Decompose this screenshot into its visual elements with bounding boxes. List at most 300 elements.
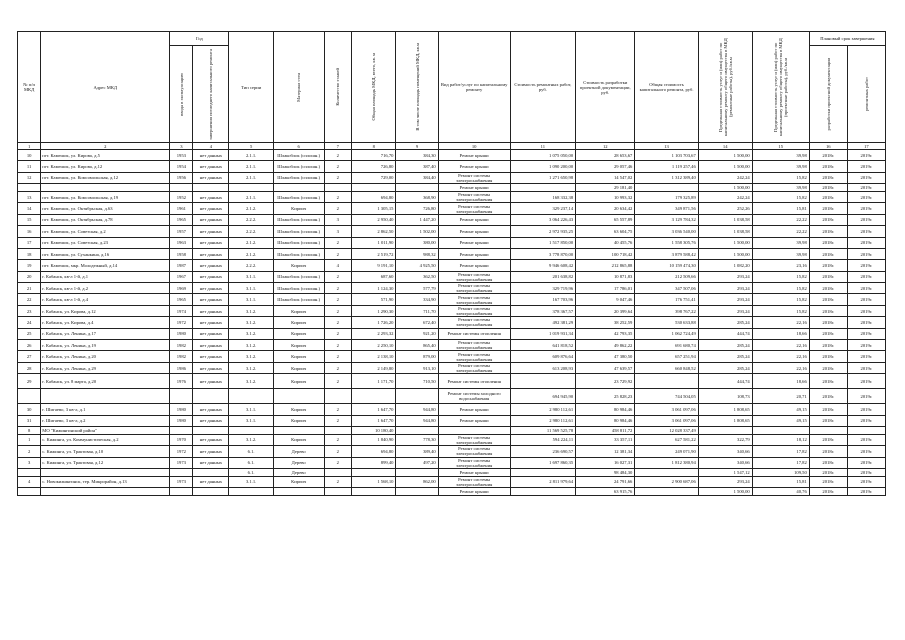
table-cell: 39,98 xyxy=(752,248,809,259)
table-cell: 39,98 xyxy=(752,237,809,248)
table-cell: 2 138,10 xyxy=(352,351,396,362)
table-cell: 10 xyxy=(18,150,41,161)
table-cell: 1 124,30 xyxy=(352,283,396,294)
table-cell: 1 290,30 xyxy=(352,305,396,316)
table-cell: 2.1.2. xyxy=(229,237,273,248)
table-cell: 1961 xyxy=(170,203,193,214)
table-cell xyxy=(352,468,396,476)
table-cell: МО "Кижингинский район" xyxy=(41,427,170,435)
table-cell xyxy=(396,488,438,496)
table-row xyxy=(18,404,886,415)
table-cell: с. Кижинга, ул. Коммунистическая, д.2 xyxy=(41,434,170,445)
header-commission-year xyxy=(170,46,193,143)
table-cell: Ремонт системы электроснабжения xyxy=(438,191,510,202)
table-cell: 15,81 xyxy=(752,203,809,214)
table-cell xyxy=(170,427,193,435)
table-cell: 249 071,90 xyxy=(635,446,698,457)
table-cell: 11 569 525,78 xyxy=(510,427,576,435)
table-row xyxy=(18,476,886,487)
table-cell: 726,80 xyxy=(352,161,396,172)
table-cell: 33 357,11 xyxy=(576,434,635,445)
table-cell: 15,82 xyxy=(752,191,809,202)
table-cell: 3 778 870,00 xyxy=(510,248,576,259)
table-cell: 49,15 xyxy=(752,415,809,426)
table-row xyxy=(18,184,886,192)
table-cell xyxy=(170,488,193,496)
table-cell: 2 519,72 xyxy=(352,248,396,259)
table-cell: г. Кабанск, ул. Ленина, д.20 xyxy=(41,351,170,362)
table-cell xyxy=(229,488,273,496)
table-cell: 2019г. xyxy=(847,172,885,183)
table-cell: Ремонт системы электроснабжения xyxy=(438,457,510,468)
table-cell: 2 xyxy=(324,415,351,426)
table-cell: 15,82 xyxy=(752,305,809,316)
table-cell: 913,10 xyxy=(396,362,438,373)
table-cell xyxy=(635,374,698,389)
table-cell: Ремонт системы электроснабжения xyxy=(438,434,510,445)
table-cell: 2.1.1. xyxy=(229,161,273,172)
table-cell: 2 811 979,64 xyxy=(510,476,576,487)
column-number: 16 xyxy=(809,143,847,150)
table-row xyxy=(18,305,886,316)
table-cell: 2 xyxy=(324,434,351,445)
table-cell: Ремонт системы электроснабжения xyxy=(438,305,510,316)
table-cell: 2019г. xyxy=(847,468,885,476)
table-cell: 29 057,46 xyxy=(576,161,635,172)
table-cell: 613 208,93 xyxy=(510,362,576,373)
table-cell: 2 xyxy=(18,446,41,457)
table-cell: 22,22 xyxy=(752,214,809,225)
table-cell: 530 633,88 xyxy=(635,317,698,328)
table-row xyxy=(18,294,886,305)
table-cell: 380,00 xyxy=(396,237,438,248)
table-cell: 212 509,66 xyxy=(635,271,698,282)
table-cell: 2019г. xyxy=(847,328,885,339)
table-cell: 2018г. xyxy=(809,214,847,225)
table-cell xyxy=(229,184,273,192)
table-cell: нет данных xyxy=(193,351,229,362)
table-cell: пгт. Камешок, ул. Кирова, д.12 xyxy=(41,161,170,172)
table-cell xyxy=(396,468,438,476)
table-cell: 1 038,58 xyxy=(698,226,752,237)
table-cell: 3 061 097,06 xyxy=(635,415,698,426)
table-cell: 10 180,40 xyxy=(352,427,396,435)
table-cell: Кирпич xyxy=(273,434,324,445)
column-number: 2 xyxy=(41,143,170,150)
table-cell: 729,00 xyxy=(352,172,396,183)
table-cell: 242,24 xyxy=(698,172,752,183)
table-cell: 2019г. xyxy=(847,191,885,202)
column-number: 8 xyxy=(352,143,396,150)
table-cell: 10 871,83 xyxy=(576,271,635,282)
table-cell: 285,24 xyxy=(698,351,752,362)
table-row xyxy=(18,283,886,294)
table-cell: Ремонт крыши xyxy=(438,488,510,496)
header-floors xyxy=(324,32,351,143)
table-cell xyxy=(352,184,396,192)
table-cell: 2.1.1. xyxy=(229,172,273,183)
table-cell: 80 984,46 xyxy=(576,415,635,426)
table-cell: 340,66 xyxy=(698,446,752,457)
table-cell: 168 332,38 xyxy=(510,191,576,202)
table-cell: 2 xyxy=(324,283,351,294)
table-row xyxy=(18,340,886,351)
table-cell: 1 547,12 xyxy=(698,468,752,476)
table-cell: 1 xyxy=(18,434,41,445)
table-cell: 2019г. xyxy=(847,203,885,214)
table-cell: 3.1.1. xyxy=(229,271,273,282)
table-cell: Ремонт крыши xyxy=(438,404,510,415)
table-row xyxy=(18,248,886,259)
table-cell: Ремонт системы электроснабжения xyxy=(438,203,510,214)
table-cell xyxy=(698,427,752,435)
table-cell: 2019г. xyxy=(847,184,885,192)
table-cell: 2 xyxy=(324,374,351,389)
column-number: 13 xyxy=(635,143,698,150)
table-cell: нет данных xyxy=(193,476,229,487)
table-cell: нет данных xyxy=(193,214,229,225)
header-series-type: Тип серии xyxy=(229,32,273,143)
table-cell: г. Шигаево, 3 кв-л, д.2 xyxy=(41,415,170,426)
table-cell: 3.1.2. xyxy=(229,305,273,316)
header-design-docs xyxy=(809,46,847,143)
table-cell: 65 557,89 xyxy=(576,214,635,225)
column-number: 3 xyxy=(170,143,193,150)
table-cell: с. Новокижингинск, тер. Микрорайон, д.13 xyxy=(41,476,170,487)
table-cell: 11 xyxy=(18,161,41,172)
table-cell: пгт. Камешок, ул. Советская, д.23 xyxy=(41,237,170,248)
table-cell: 98 484,30 xyxy=(576,468,635,476)
table-cell: г. Кабанск, ул. Кирова, д.4 xyxy=(41,317,170,328)
table-cell: Шлакоблок (сплошн.) xyxy=(273,214,324,225)
table-cell: нет данных xyxy=(193,446,229,457)
table-cell: пгт. Камешок, ул. Советская, д.2 xyxy=(41,226,170,237)
table-cell: Дерево xyxy=(273,457,324,468)
table-cell: 49 862,22 xyxy=(576,340,635,351)
table-cell: 2018г. xyxy=(809,283,847,294)
table-cell: 862,00 xyxy=(396,476,438,487)
table-cell: 18 xyxy=(18,248,41,259)
table-cell: 2 862,50 xyxy=(352,226,396,237)
header-wall-material-text: Материал стен xyxy=(296,72,302,102)
table-cell xyxy=(324,184,351,192)
table-cell: Ремонт системы электроснабжения xyxy=(438,446,510,457)
table-cell: 2019г. xyxy=(847,214,885,225)
table-cell: 2 xyxy=(324,305,351,316)
table-cell xyxy=(41,488,170,496)
table-cell: 694 945,90 xyxy=(510,389,576,404)
header-last-repair-year-text: завершения последнего капитального ремонта xyxy=(208,48,214,140)
table-cell: 42 793,35 xyxy=(576,328,635,339)
table-cell: 1972 xyxy=(170,446,193,457)
table-cell: 2019г. xyxy=(847,488,885,496)
table-cell: 167 703,96 xyxy=(510,294,576,305)
table-cell: Шлакоблок (сплошн.) xyxy=(273,191,324,202)
table-cell: 340,66 xyxy=(698,457,752,468)
table-cell: 687,60 xyxy=(352,271,396,282)
table-cell: 3 129 784,32 xyxy=(635,214,698,225)
table-cell: 22 xyxy=(18,294,41,305)
column-number: 17 xyxy=(847,143,885,150)
table-cell: 14 547,02 xyxy=(576,172,635,183)
table-row xyxy=(18,389,886,404)
table-cell: 2019г. xyxy=(847,351,885,362)
table-cell: 1 312 389,40 xyxy=(635,172,698,183)
table-cell: 80 984,46 xyxy=(576,404,635,415)
table-cell: нет данных xyxy=(193,161,229,172)
table-cell: 2019г. xyxy=(847,362,885,373)
table-cell: нет данных xyxy=(193,191,229,202)
header-work-cost: Стоимость ремонтных работ, руб. xyxy=(510,32,576,143)
table-cell: 252,26 xyxy=(698,203,752,214)
table-cell xyxy=(324,427,351,435)
table-cell: 23,16 xyxy=(752,260,809,271)
table-cell xyxy=(752,427,809,435)
table-cell: 28 xyxy=(18,362,41,373)
table-cell: 3.1.2. xyxy=(229,374,273,389)
table-cell: 899,40 xyxy=(352,457,396,468)
table-cell: Шлакоблок (сплошн.) xyxy=(273,271,324,282)
table-cell: 22,22 xyxy=(752,226,809,237)
table-cell: пгт. Камешок, ул. Октябрьская, д.63 xyxy=(41,203,170,214)
table-row xyxy=(18,468,886,476)
table-cell: 944,80 xyxy=(396,415,438,426)
table-cell: Ремонт крыши xyxy=(438,248,510,259)
table-cell: 1982 xyxy=(170,340,193,351)
table-row xyxy=(18,271,886,282)
table-cell: Кирпич xyxy=(273,203,324,214)
table-cell: 4 xyxy=(18,476,41,487)
table-cell: 1 840,90 xyxy=(352,434,396,445)
table-cell: 497,20 xyxy=(396,457,438,468)
table-cell: нет данных xyxy=(193,317,229,328)
table-cell: 10 159 474,30 xyxy=(635,260,698,271)
table-cell: 39,98 xyxy=(752,184,809,192)
table-cell: Шлакоблок (сплошн.) xyxy=(273,237,324,248)
table-cell xyxy=(193,488,229,496)
table-cell xyxy=(170,468,193,476)
table-cell xyxy=(396,427,438,435)
table-row xyxy=(18,362,886,373)
table-cell: нет данных xyxy=(193,374,229,389)
table-cell: 49,15 xyxy=(752,404,809,415)
table-cell: 2019г. xyxy=(847,150,885,161)
table-cell: 22,16 xyxy=(752,362,809,373)
table-cell: Ремонт крыши xyxy=(438,150,510,161)
table-header xyxy=(18,32,886,150)
table-cell: Ремонт системы холодного водоснабжения xyxy=(438,389,510,404)
table-cell: 26 xyxy=(18,340,41,351)
table-cell: 6.1. xyxy=(229,468,273,476)
table-cell: Шлакоблок (сплошн.) xyxy=(273,294,324,305)
table-cell xyxy=(510,374,576,389)
table-cell: 1 090 200,00 xyxy=(510,161,576,172)
table-cell: Ремонт крыши xyxy=(438,468,510,476)
table-cell: 2 xyxy=(324,446,351,457)
table-cell xyxy=(193,184,229,192)
table-cell: 12 xyxy=(18,172,41,183)
table-cell: 17,82 xyxy=(752,446,809,457)
table-cell: Кирпич xyxy=(273,476,324,487)
table-cell: нет данных xyxy=(193,404,229,415)
table-cell: Кирпич xyxy=(273,340,324,351)
table-cell xyxy=(273,488,324,496)
table-cell xyxy=(193,389,229,404)
table-cell: 3 064 226,43 xyxy=(510,214,576,225)
table-cell: Ремонт системы электроснабжения xyxy=(438,271,510,282)
table-cell: Кирпич xyxy=(273,404,324,415)
table-cell xyxy=(229,427,273,435)
table-cell: г. Кабанск, ул. Ленина, д.29 xyxy=(41,362,170,373)
table-cell: 47 639,57 xyxy=(576,362,635,373)
table-cell: 1973 xyxy=(170,476,193,487)
table-cell xyxy=(18,468,41,476)
table-cell: нет данных xyxy=(193,415,229,426)
table-cell: 2018г. xyxy=(809,172,847,183)
table-cell: 1 812 380,94 xyxy=(635,457,698,468)
table-cell: 2 xyxy=(324,203,351,214)
table-row xyxy=(18,191,886,202)
table-cell: 2019г. xyxy=(847,294,885,305)
header-limit-cost-design-text: Предельная стоимость услуг и (или) работ по капитальному ремонту общего имущества в МКД (проектные работы), руб./кв.м xyxy=(773,38,789,136)
table-row xyxy=(18,214,886,225)
table-cell: 2019г. xyxy=(847,283,885,294)
table-cell: 4 925,50 xyxy=(396,260,438,271)
table-cell: Ремонт системы отопления xyxy=(438,328,510,339)
table-cell: 577,79 xyxy=(396,283,438,294)
table-cell xyxy=(170,389,193,404)
table-cell: 2 xyxy=(324,237,351,248)
table-cell xyxy=(847,427,885,435)
table-cell: 2019г. xyxy=(847,248,885,259)
table-cell: 2018г. xyxy=(809,404,847,415)
table-cell: 2.2.2. xyxy=(229,226,273,237)
table-cell: 1963 xyxy=(170,237,193,248)
table-cell: Кирпич xyxy=(273,374,324,389)
table-cell: 9 191,10 xyxy=(352,260,396,271)
table-cell: 865,40 xyxy=(396,340,438,351)
table-cell: 242,24 xyxy=(698,191,752,202)
table-cell: 458 811,72 xyxy=(576,427,635,435)
table-cell: нет данных xyxy=(193,271,229,282)
table-cell: нет данных xyxy=(193,172,229,183)
header-limit-cost-design xyxy=(752,32,809,143)
table-cell: 47 380,50 xyxy=(576,351,635,362)
table-cell: 22,16 xyxy=(752,340,809,351)
table-cell: 2018г. xyxy=(809,294,847,305)
table-cell: 2019г. xyxy=(847,389,885,404)
table-cell: 2 xyxy=(324,161,351,172)
table-cell: 2 900 687,06 xyxy=(635,476,698,487)
table-cell: 1 808,65 xyxy=(698,415,752,426)
table-cell: 1987 xyxy=(170,260,193,271)
header-premises-area-text: В том числе площадь помещений МКД, кв.м xyxy=(414,43,420,131)
table-cell: 1969 xyxy=(170,283,193,294)
table-cell: 2019г. xyxy=(847,271,885,282)
table-cell: 1 500,00 xyxy=(698,150,752,161)
table-cell: пгт. Камешок, ул. Комсомольская, д.12 xyxy=(41,172,170,183)
column-number: 6 xyxy=(273,143,324,150)
table-cell: Дерево xyxy=(273,446,324,457)
table-cell: 1 500,00 xyxy=(698,161,752,172)
table-cell: 1 019 931,34 xyxy=(510,328,576,339)
table-cell: 293,24 xyxy=(698,294,752,305)
table-cell: 179 325,89 xyxy=(635,191,698,202)
table-cell: 1 568,10 xyxy=(352,476,396,487)
table-cell: 1970 xyxy=(170,434,193,445)
table-cell: 1 500,00 xyxy=(698,184,752,192)
table-cell: 1982 xyxy=(170,351,193,362)
table-cell: 362,50 xyxy=(396,271,438,282)
table-row xyxy=(18,415,886,426)
table-cell: 9 047,46 xyxy=(576,294,635,305)
header-address: Адрес МКД xyxy=(41,32,170,143)
table-cell xyxy=(41,468,170,476)
table-cell: 15,82 xyxy=(752,283,809,294)
header-n: № п/п МКД xyxy=(18,32,41,143)
table-cell: Кирпич xyxy=(273,328,324,339)
table-cell: нет данных xyxy=(193,226,229,237)
table-cell: 176 751,41 xyxy=(635,294,698,305)
table-cell: 15,82 xyxy=(752,294,809,305)
table-cell: 2.2.2. xyxy=(229,260,273,271)
table-cell: 1 558 305,76 xyxy=(635,237,698,248)
table-cell: 18,66 xyxy=(752,374,809,389)
table-cell: 24 xyxy=(18,317,41,328)
table-cell: 25 828,23 xyxy=(576,389,635,404)
table-cell: пгт. Камешок, ул. Комсомольская, д.19 xyxy=(41,191,170,202)
table-cell: 1 075 050,00 xyxy=(510,150,576,161)
table-cell xyxy=(18,488,41,496)
table-cell: г. Кабанск, ул. Ленина, д.19 xyxy=(41,340,170,351)
table-row xyxy=(18,427,886,435)
table-cell: 28 653,67 xyxy=(576,150,635,161)
table-cell: 1 011,90 xyxy=(352,237,396,248)
table-row xyxy=(18,351,886,362)
table-cell: 2018г. xyxy=(809,351,847,362)
table-cell: 2 149,80 xyxy=(352,362,396,373)
table-cell: с. Кижинга, ул. Трактовая, д.12 xyxy=(41,457,170,468)
table-cell: пгт. Камешок, мкр. Молодежный, д.14 xyxy=(41,260,170,271)
table-cell: г. Кабанск, ул. Кирова, д.12 xyxy=(41,305,170,316)
table-cell: 3.1.2. xyxy=(229,328,273,339)
table-cell: 921,20 xyxy=(396,328,438,339)
table-cell: нет данных xyxy=(193,294,229,305)
table-cell: 2 293,32 xyxy=(352,328,396,339)
table-cell: 19 xyxy=(18,260,41,271)
table-cell: 1 808,65 xyxy=(698,404,752,415)
table-cell xyxy=(229,389,273,404)
table-cell: 672,40 xyxy=(396,317,438,328)
table-cell: 2018г. xyxy=(809,248,847,259)
table-cell: 2 xyxy=(324,248,351,259)
table-cell: Шлакоблок (сплошн.) xyxy=(273,226,324,237)
table-cell: 1 500,00 xyxy=(698,248,752,259)
table-cell: Ремонт системы электроснабжения xyxy=(438,294,510,305)
table-cell: 23 729,92 xyxy=(576,374,635,389)
table-cell: Кирпич xyxy=(273,305,324,316)
table-cell: 2019г. xyxy=(847,415,885,426)
table-cell: 2018г. xyxy=(809,203,847,214)
table-cell: 694,80 xyxy=(352,446,396,457)
table-cell: 17,82 xyxy=(752,457,809,468)
table-cell xyxy=(41,389,170,404)
table-cell: 2018г. xyxy=(809,260,847,271)
header-repair-works-text: ремонтных работ xyxy=(863,77,869,111)
table-cell xyxy=(324,468,351,476)
table-cell: 1 171,70 xyxy=(352,374,396,389)
table-cell: 1973 xyxy=(170,457,193,468)
